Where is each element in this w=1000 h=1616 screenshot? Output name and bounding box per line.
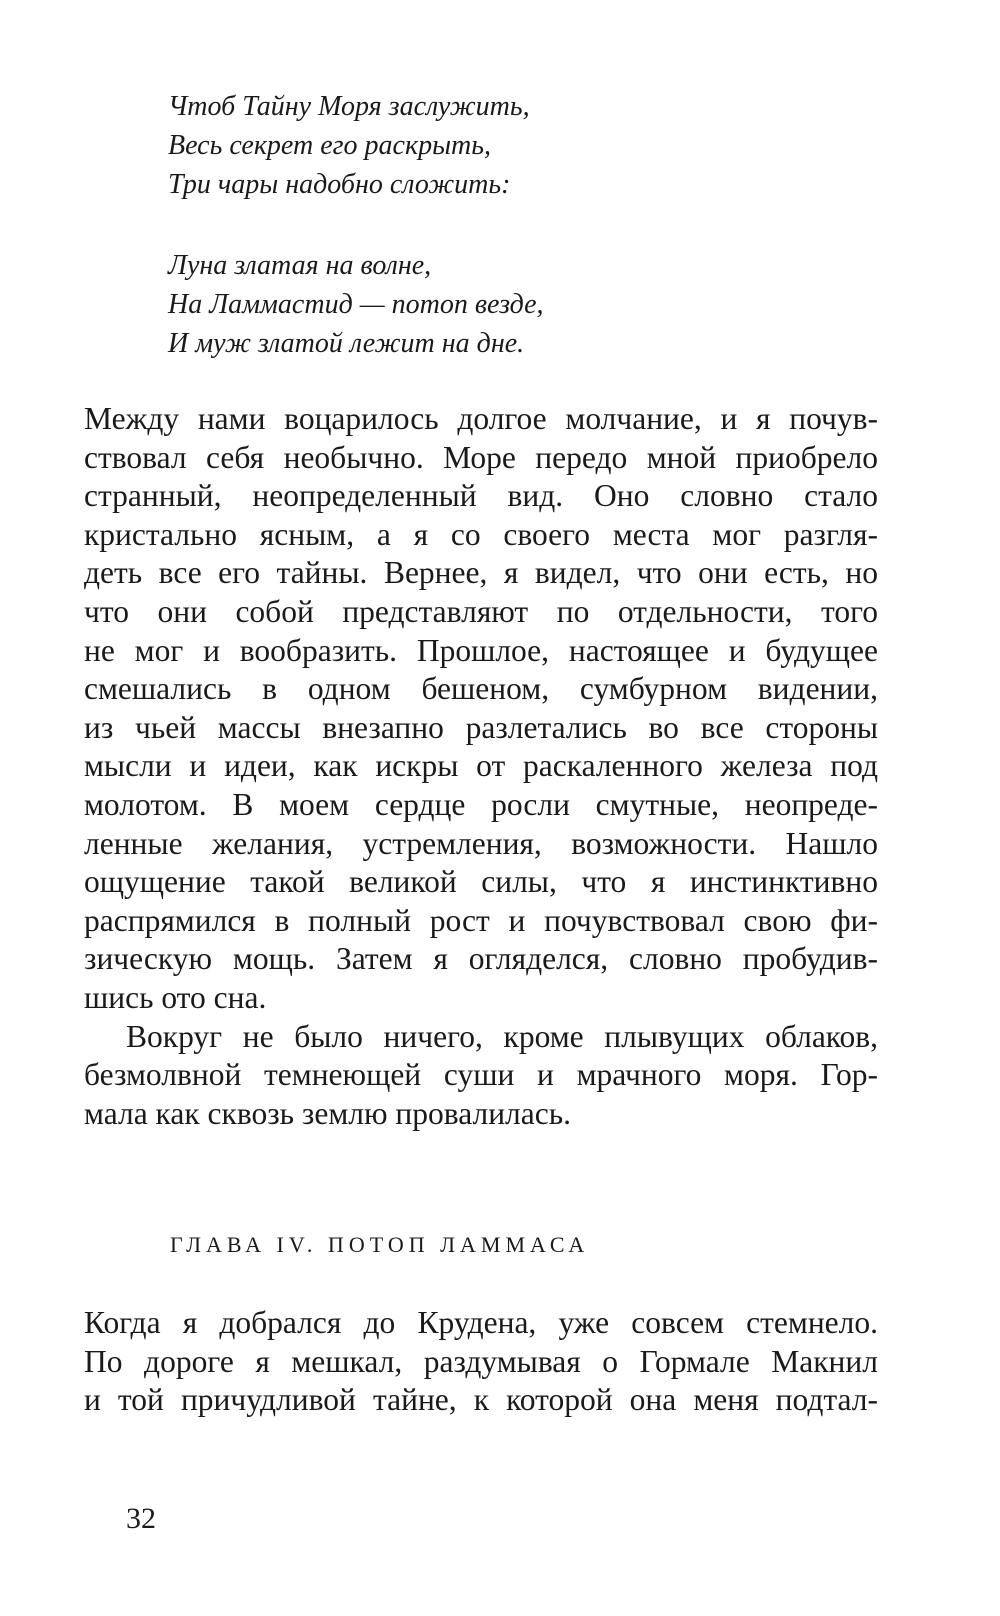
verse-line: И муж златой лежит на дне. [168, 328, 525, 359]
text-line: ленные желания, устремления, возможности. Нашло [84, 825, 878, 861]
chapter-title: ГЛАВА IV. ПОТОП ЛАММАСА [170, 1232, 590, 1257]
text-line: Вокруг не было ничего, кроме плывущих облаков, [126, 1018, 878, 1054]
verse-stanza-1 [168, 87, 928, 204]
text-line: что они собой представляют по отдельности, того [84, 593, 878, 629]
text-line: шись ото сна. [84, 979, 267, 1015]
paragraph-3 [84, 1304, 878, 1420]
text-line: ощущение такой великой силы, что я инстинктивно [84, 864, 878, 900]
text-line: распрямился в полный рост и почувствовал свою фи- [84, 902, 878, 938]
page-number: 32 [126, 1502, 156, 1535]
verse-line: На Ламмастид — потоп везде, [168, 289, 544, 320]
text-line: Когда я добрался до Крудена, уже совсем стемнело. [84, 1305, 878, 1340]
verse-line: Чтоб Тайну Моря заслужить, [168, 91, 530, 122]
body-text [84, 400, 878, 1133]
text-line: По дороге я мешкал, раздумывая о Гормале Макнил [84, 1343, 878, 1379]
verse-line: Три чары надобно сложить: [168, 169, 511, 200]
text-line: странный, неопределенный вид. Оно словно стало [84, 478, 878, 514]
text-line: зическую мощь. Затем я огляделся, словно пробудив- [84, 941, 878, 977]
text-line: мала как сквозь землю провалилась. [84, 1095, 571, 1131]
text-line: мысли и идеи, как искры от раскаленного железа под [84, 748, 878, 784]
text-line: из чьей массы внезапно разлетались во все стороны [84, 709, 878, 745]
text-line: кристально ясным, а я со своего места мог разгля- [84, 516, 878, 552]
text-line: не мог и вообразить. Прошлое, настоящее и будущее [84, 632, 878, 668]
verse-line: Луна златая на волне, [168, 250, 432, 281]
text-line: безмолвной темнеющей суши и мрачного моря. Гор- [84, 1057, 878, 1093]
text-line: смешались в одном бешеном, сумбурном видении, [84, 671, 878, 707]
verse-stanza-2 [168, 246, 928, 363]
text-line: молотом. В моем сердце росли смутные, неопреде- [84, 786, 878, 822]
text-line: ствовал себя необычно. Море передо мной приобрело [84, 439, 878, 475]
text-line: Между нами воцарилось долгое молчание, и я почув- [84, 401, 878, 436]
paragraph-1 [84, 400, 878, 1018]
text-line: и той причудливой тайне, к которой она меня подтал- [84, 1382, 878, 1418]
paragraph-2 [84, 1018, 878, 1134]
verse-line: Весь секрет его раскрыть, [168, 130, 491, 161]
text-line: деть все его тайны. Вернее, я видел, что они есть, но [84, 555, 878, 591]
